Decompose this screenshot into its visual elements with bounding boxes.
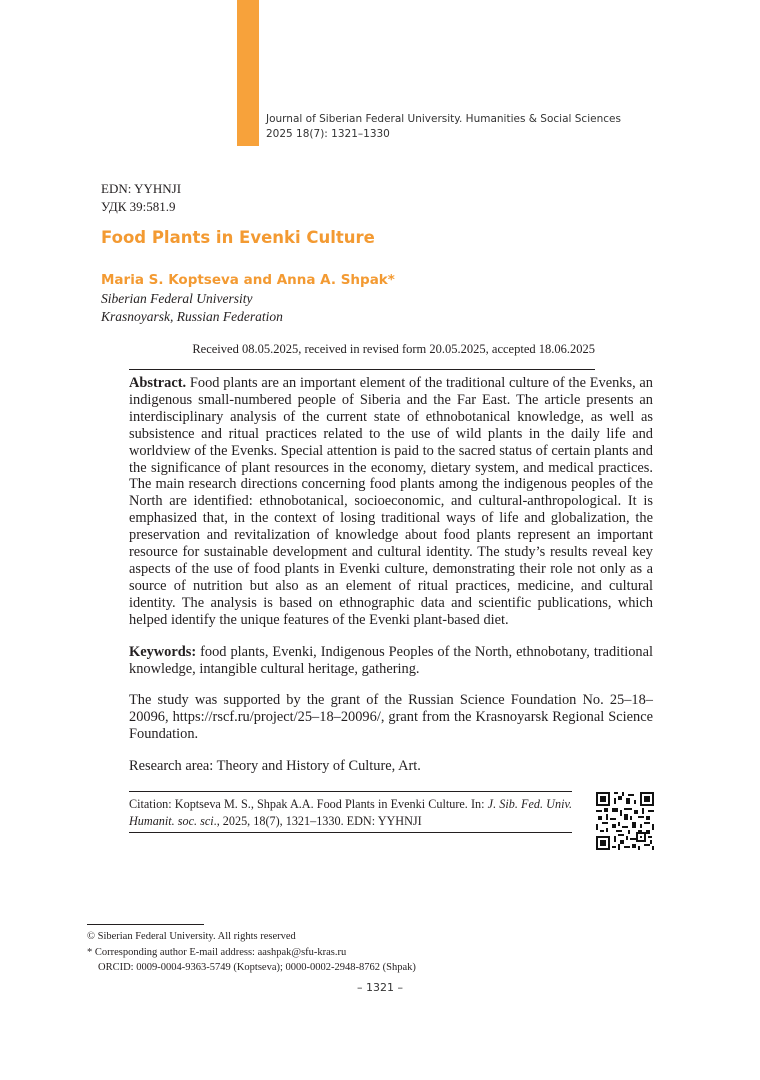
citation-prefix: Citation: Koptseva M. S., Shpak A.A. Food Plants in Evenki Culture. In: [129, 797, 488, 811]
research-area: Research area: Theory and History of Culture, Art. [129, 758, 421, 775]
footnotes [87, 929, 416, 976]
citation [129, 796, 572, 830]
footnote-orcid: ORCID: 0009-0004-9363-5749 (Koptseva); 0000-0002-2948-8762 (Shpak) [98, 962, 416, 973]
abstract [129, 375, 653, 629]
article-authors: Maria S. Koptseva and Anna A. Shpak* [101, 272, 395, 288]
qr-code-icon[interactable] [596, 792, 654, 850]
abstract-label: Abstract. [129, 375, 187, 391]
citation-divider-bottom [129, 832, 572, 833]
header-accent-bar [237, 0, 259, 146]
page-number: – 1321 – [357, 981, 403, 994]
journal-issue: 2025 18(7): 1321–1330 [266, 128, 390, 140]
journal-header [266, 112, 621, 142]
identifiers [101, 180, 181, 216]
article-front-matter [129, 375, 653, 775]
citation-suffix: ., 2025, 18(7), 1321–1330. EDN: YYHNJI [213, 814, 422, 828]
funding-note: The study was supported by the grant of the Russian Science Foundation No. 25–18–20096, https://rscf.ru/project/25–18–20096/, grant from the Krasnoyarsk Regional Science Foundation. [129, 692, 653, 743]
edn-code: EDN: YYHNJI [101, 181, 182, 196]
footnote-copyright: © Siberian Federal University. All rights reserved [87, 931, 296, 942]
abstract-divider [129, 369, 595, 370]
affiliation [101, 290, 283, 325]
keywords-label: Keywords: [129, 643, 197, 660]
citation-journal: J. Sib. Fed. Univ. Humanit. soc. sci [129, 797, 573, 828]
journal-name: Journal of Siberian Federal University. Humanities & Social Sciences [266, 113, 621, 125]
received-dates: Received 08.05.2025, received in revised form 20.05.2025, accepted 18.06.2025 [192, 342, 595, 356]
keywords [129, 644, 653, 678]
article-title: Food Plants in Evenki Culture [101, 228, 375, 247]
footnote-divider [87, 924, 204, 925]
affiliation-university: Siberian Federal University [101, 291, 253, 306]
citation-divider-top [129, 791, 572, 792]
affiliation-location: Krasnoyarsk, Russian Federation [101, 308, 283, 324]
udk-code: УДК 39:581.9 [101, 199, 176, 214]
keywords-text: food plants, Evenki, Indigenous Peoples of the North, ethnobotany, traditional knowledge, intangible cultural heritage, gathering. [129, 643, 653, 677]
abstract-text: Food plants are an important element of the traditional culture of the Evenks, an indigenous small-numbered people of Siberia and the Far East. The article presents an interdisciplinary analysis of the current state of ethnobotanical knowledge, as well as subsistence and ritual practices related to the use of wild plants in the daily life and worldview of the Evenks. Special attention is paid to the sacred status of certain plants and the significance of plant resources in the economy, dietary system, and medical practices. The main research directions concerning food plants among the indigenous peoples of the North are identified: ethnobotanical, socioeconomic, and cultural-anthropological. It is emphasized that, in the context of losing traditional ways of life and globalization, the preservation and revitalization of knowledge about food plants represent an important resource for sustainable development and cultural identity. The study’s results reveal key aspects of the use of food plants in Evenki culture, demonstrating their role not only as a source of nutrition but also as an element of ritual practices, medicine, and cultural identity. The analysis is based on ethnographic data and scientific publications, which helped identify the unique features of the Evenki plant-based diet. [129, 375, 653, 628]
footnote-corresponding-author: * Corresponding author E-mail address: aashpak@sfu-kras.ru [87, 946, 347, 958]
